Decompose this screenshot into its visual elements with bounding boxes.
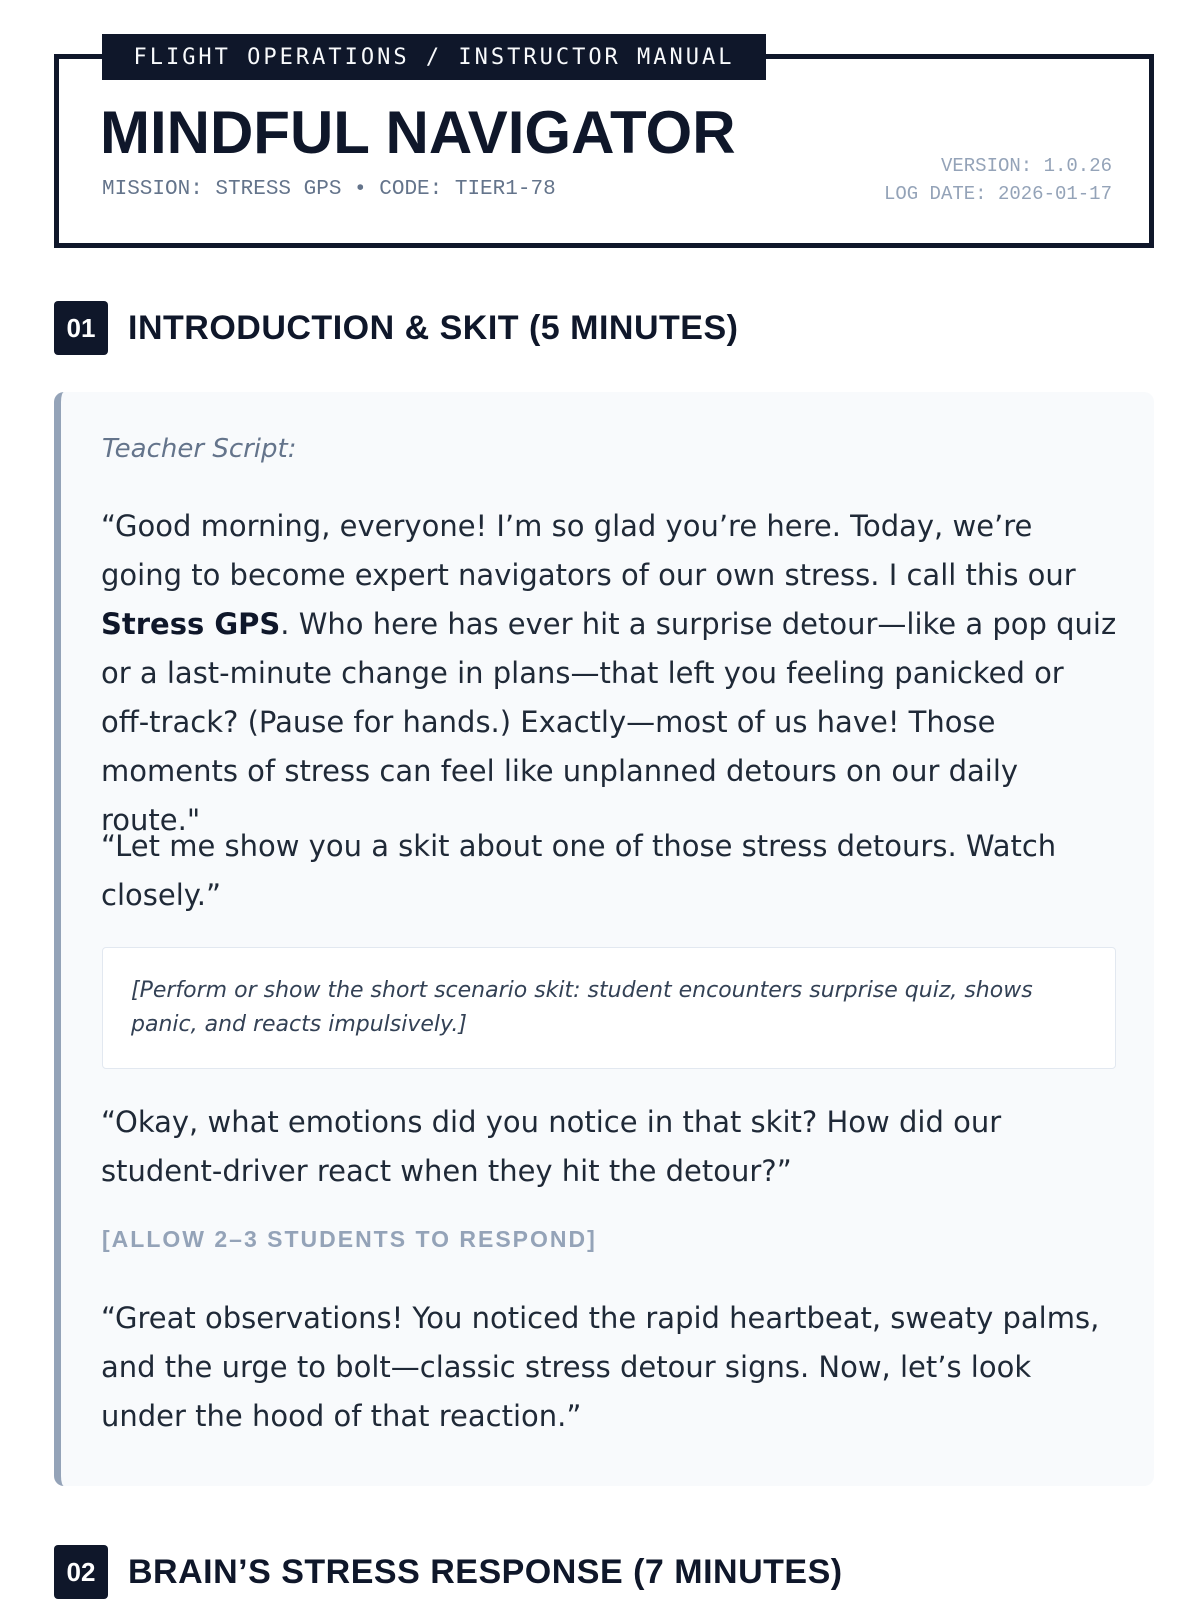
- section-number-badge: 01: [54, 301, 108, 355]
- page-title: MINDFUL NAVIGATOR: [100, 99, 736, 166]
- script-paragraph-1-text-b: . Who here has ever hit a surprise detour—like a pop quiz or a last-minute change in plans—that left you feeling panicked or off-track? (Pause for hands.) Exactly—most of us have! Those moments of stress can feel like unplanned detours on our daily route.": [101, 607, 1117, 837]
- teacher-script-label: Teacher Script:: [102, 434, 297, 464]
- script-paragraph-1: [101, 502, 1121, 845]
- student-response-cue: [ALLOW 2–3 STUDENTS TO RESPOND]: [102, 1226, 597, 1252]
- section-number-badge: 02: [54, 1545, 108, 1599]
- meta-block: [884, 152, 1112, 208]
- script-paragraph-2: “Let me show you a skit about one of those stress detours. Watch closely.”: [101, 829, 1057, 912]
- section-heading-01: [54, 301, 738, 355]
- mission-line: MISSION: STRESS GPS • CODE: TIER1-78: [102, 178, 556, 201]
- stress-gps-emphasis: Stress GPS: [101, 607, 281, 641]
- section-title: INTRODUCTION & SKIT (5 MINUTES): [128, 308, 739, 347]
- stage-direction-box: [Perform or show the short scenario skit: student encounters surprise quiz, shows panic, and reacts impulsively.]: [102, 947, 1116, 1069]
- section-title: BRAIN’S STRESS RESPONSE (7 MINUTES): [128, 1552, 843, 1591]
- manual-tag: FLIGHT OPERATIONS / INSTRUCTOR MANUAL: [102, 34, 766, 80]
- section-heading-02: [54, 1545, 843, 1599]
- script-paragraph-1-text-a: “Good morning, everyone! I’m so glad you’re here. Today, we’re going to become expert navigators of our own stress. I call this our: [101, 509, 1076, 592]
- version-label: VERSION: 1.0.26: [940, 155, 1112, 177]
- script-paragraph-3: “Okay, what emotions did you notice in that skit? How did our student-driver react when they hit the detour?”: [101, 1105, 1002, 1188]
- script-paragraph-4: “Great observations! You noticed the rapid heartbeat, sweaty palms, and the urge to bolt—classic stress detour signs. Now, let’s look under the hood of that reaction.”: [101, 1301, 1100, 1433]
- log-date-label: LOG DATE: 2026-01-17: [883, 183, 1112, 205]
